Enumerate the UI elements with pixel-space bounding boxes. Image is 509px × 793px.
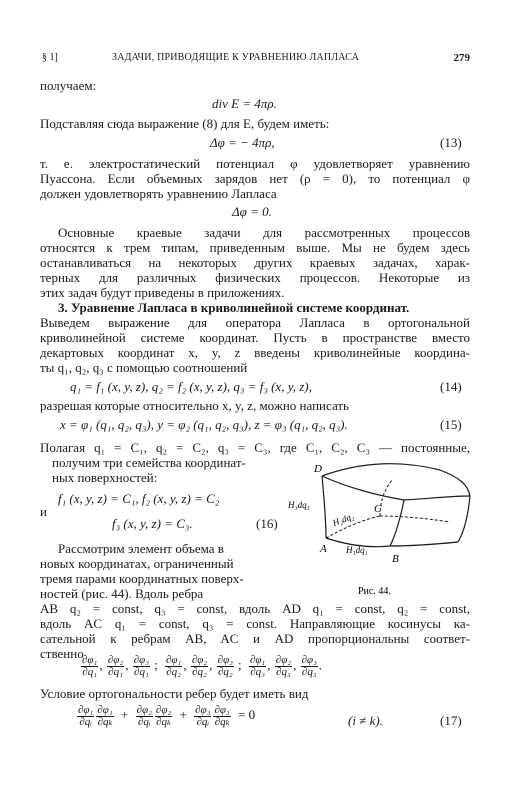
figure-curve [458, 496, 470, 542]
text-line: этих задач будут приведены в приложениях. [40, 285, 285, 300]
equation-13: Δφ = − 4πρ, [210, 135, 275, 150]
figure-label-a: A [320, 543, 327, 555]
header-page-number: 279 [453, 52, 470, 64]
fraction: $\frac{\text{∂φ₃}}{\text{∂q₂}}$ [217, 654, 234, 678]
text-line: получаем: [40, 78, 97, 93]
equation-14-number: (14) [440, 379, 462, 394]
figure-dashed-curve [380, 516, 450, 522]
text-line: Основные краевые задачи для рассмотренных процессов [58, 225, 470, 240]
figure-label-b: B [392, 553, 399, 565]
fraction: $\frac{\text{∂φ₂}}{\text{∂q₁}}$ [107, 654, 124, 678]
text-line: криволинейной системе координат. Пусть в пространстве вместо [40, 330, 470, 345]
fraction: $\frac{\text{∂φ₁}}{\text{∂qᵢ}}$ [78, 704, 94, 728]
equation-16b: f₃ (x, y, z) = C₃. [112, 516, 193, 531]
fraction: $\frac{\text{∂φ₃}}{\text{∂q₁}}$ [133, 654, 150, 678]
fraction: $\frac{\text{∂φ₁}}{\text{∂q₃}}$ [249, 654, 266, 678]
text-line: сательной к ребрам AB, AC и AD пропорциональны соответ- [40, 631, 470, 646]
fraction: $\frac{\text{∂φ₃}}{\text{∂q₃}}$ [301, 654, 317, 678]
equation-17: $\frac{\text{∂φ₁}}{\text{∂qᵢ}}$ $\frac{\text{∂φ₁}}{\text{∂qₖ}}$ + $\frac{\text{∂φ₂}}{\text{∂qᵢ}}$ $\frac{\text{∂φ₂}}{\text{∂qₖ}}$ + $\frac{\text{∂φ₃}}{\text{∂qᵢ}}$ $\frac{\text{∂φ₃}}{\text{∂qₖ}}$ = 0 [78, 704, 256, 728]
text-line: вдоль AC q₁ = const, q₃ = const. Направляющие косинусы ка- [40, 616, 470, 631]
figure-label-h2: H₂dq₂ [331, 511, 356, 528]
figure-44 [288, 452, 480, 602]
equation-div-e: div E = 4πρ. [212, 96, 277, 111]
text-line: ственно [40, 646, 84, 661]
text-line: ты q₁, q₂, q₃ с помощью соотношений [40, 360, 248, 375]
text-line: новых координатах, ограниченный [40, 556, 234, 571]
figure-caption: Рис. 44. [358, 586, 391, 597]
text-line: декартовых координат x, y, z введены криволинейные координа- [40, 345, 470, 360]
figure-label-h3: H₃dq₃ [288, 500, 310, 510]
text-line: должен удовлетворять уравнению Лапласа [40, 186, 277, 201]
figure-label-d: D [314, 463, 322, 475]
equation-14: q₁ = f₁ (x, y, z), q₂ = f₂ (x, y, z), q₃ = f₃ (x, y, z), [70, 379, 312, 394]
equation-laplace: Δφ = 0. [232, 204, 272, 219]
header-title: ЗАДАЧИ, ПРИВОДЯЩИЕ К УРАВНЕНИЮ ЛАПЛАСА [112, 52, 359, 63]
text-line: Рассмотрим элемент объема в [58, 541, 224, 556]
equation-15-number: (15) [440, 417, 462, 432]
fraction: $\frac{\text{∂φ₂}}{\text{∂qₖ}}$ [155, 704, 172, 728]
figure-label-h1: H₁dq₁ [346, 545, 368, 555]
header-section: § 1] [42, 52, 58, 63]
figure-curve [322, 464, 470, 496]
equation-15: x = φ₁ (q₁, q₂, q₃), y = φ₂ (q₁, q₂, q₃), z = φ₃ (q₁, q₂, q₃). [60, 417, 348, 432]
text-line: тремя парами координатных поверх- [40, 571, 244, 586]
figure-label-c: C [374, 503, 382, 515]
fraction: $\frac{\text{∂φ₁}}{\text{∂q₁}}$ [82, 654, 98, 678]
equation-16-number: (16) [256, 516, 278, 531]
direction-cosines-equation: $\frac{\text{∂φ₁}}{\text{∂q₁}}$ , $\frac{\text{∂φ₂}}{\text{∂q₁}}$ , $\frac{\text{∂φ₃}}{\text{∂q₁}}$ ; $\frac{\text{∂φ₁}}{\text{∂q₂}}$ , $\frac{\text{∂φ₂}}{\text{∂q₂}}$ , $\frac{\text{∂φ₃}}{\text{∂q₂}}$ ; $\frac{\text{∂φ₁}}{\text{∂q₃}}$ , $\frac{\text{∂φ₂}}{\text{∂q₃}}$ , $\frac{\text{∂φ₃}}{\text{∂q₃}}$ . [82, 654, 323, 678]
text-line: получим три семейства координат- [52, 455, 246, 470]
figure-curve [322, 476, 326, 538]
text-line: ных поверхностей: [52, 470, 158, 485]
fraction: $\frac{\text{∂φ₃}}{\text{∂qᵢ}}$ [195, 704, 211, 728]
text-line: и [40, 504, 47, 519]
equation-16a: f₁ (x, y, z) = C₁, f₂ (x, y, z) = C₂ [58, 491, 220, 506]
fraction: $\frac{\text{∂φ₁}}{\text{∂qₖ}}$ [97, 704, 113, 728]
running-header [42, 52, 470, 68]
figure-curve [322, 476, 470, 500]
text-line: относятся к трем типам, приведенным выше. Мы не будем здесь [40, 240, 470, 255]
text-line: разрешая которые относительно x, y, z, можно написать [40, 398, 349, 413]
text-line: ностей (рис. 44). Вдоль ребра [40, 586, 204, 601]
text-line: Пуассона. Если объемных зарядов нет (ρ = 0), то потенциал φ [40, 171, 470, 186]
text-line: Выведем выражение для оператора Лапласа в ортогональной [40, 315, 470, 330]
text-line: Полагая q₁ = C₁, q₂ = C₂, q₃ = C₃, где C₁, C₂, C₃ — постоянные, [40, 440, 470, 455]
fraction: $\frac{\text{∂φ₃}}{\text{∂qₖ}}$ [214, 704, 230, 728]
fraction: $\frac{\text{∂φ₂}}{\text{∂q₂}}$ [191, 654, 208, 678]
fraction: $\frac{\text{∂φ₁}}{\text{∂q₂}}$ [165, 654, 182, 678]
text-line: терных для различных физических процессов. Некоторые из [40, 270, 470, 285]
equation-13-number: (13) [440, 135, 462, 150]
text-line: Условие ортогональности ребер будет иметь вид [40, 686, 309, 701]
text-line: Подставляя сюда выражение (8) для E, будем иметь: [40, 116, 330, 131]
equation-17-condition: (i ≠ k). [348, 713, 383, 728]
text-line: AB q₂ = const, q₃ = const, вдоль AD q₁ = const, q₂ = const, [40, 601, 470, 616]
fraction: $\frac{\text{∂φ₂}}{\text{∂q₃}}$ [275, 654, 292, 678]
figure-curve [390, 500, 404, 546]
fraction: $\frac{\text{∂φ₂}}{\text{∂qᵢ}}$ [136, 704, 152, 728]
text-line: останавливаться на некоторых других краевых задачах, харак- [40, 255, 470, 270]
section-heading: 3. Уравнение Лапласа в криволинейной системе координат. [58, 300, 410, 315]
text-line: т. е. электростатический потенциал φ удовлетворяет уравнению [40, 156, 470, 171]
equation-17-number: (17) [440, 713, 462, 728]
